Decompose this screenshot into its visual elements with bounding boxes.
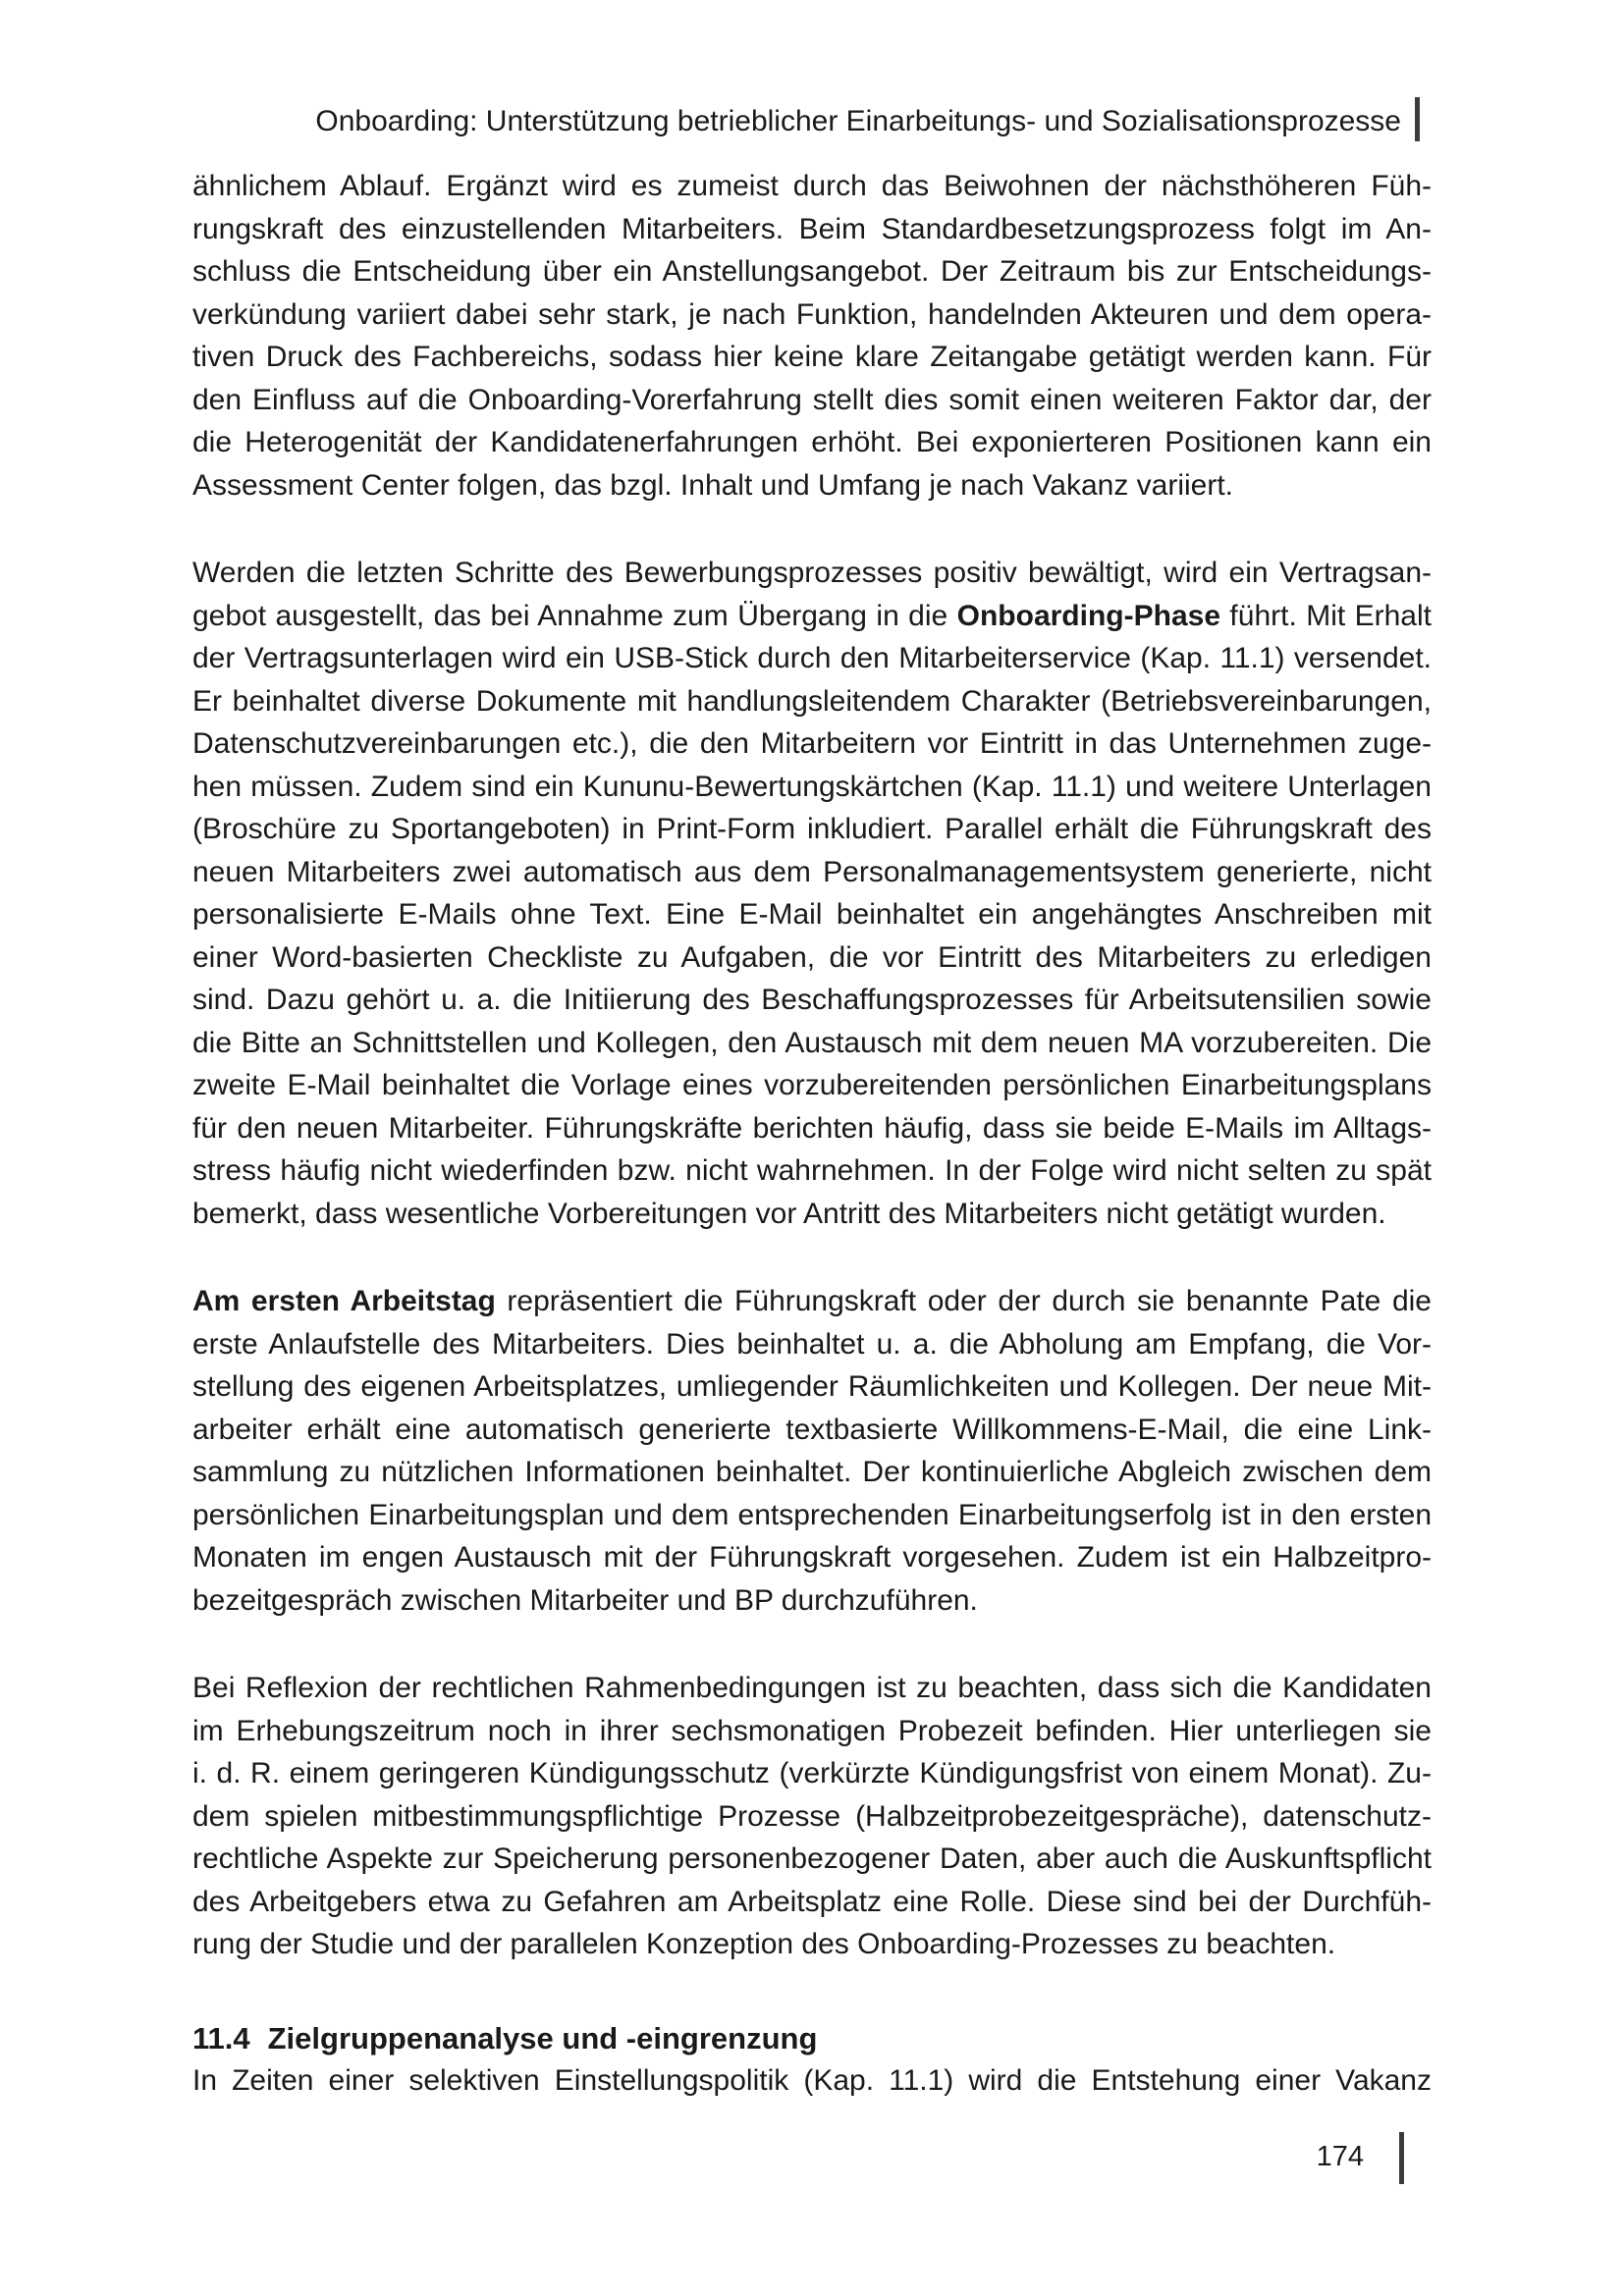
text-run: rungskraft des einzustellenden Mitarbeiters. Beim Standardbesetzungsprozess folgt im An- [192, 212, 1432, 245]
text-run: Datenschutzvereinbarungen etc.), die den Mitarbeitern vor Eintritt in das Unternehmen zuge- [192, 727, 1432, 760]
text-line [192, 294, 1432, 337]
text-run: hen müssen. Zudem sind ein Kununu-Bewertungskärtchen (Kap. 11.1) und weitere Unterlagen [192, 770, 1432, 803]
text-run: Werden die letzten Schritte des Bewerbungsprozesses positiv bewältigt, wird ein Vertragsan- [192, 557, 1432, 589]
text-run: die Bitte an Schnittstellen und Kollegen, den Austausch mit dem neuen MA vorzubereiten. Die [192, 1026, 1432, 1059]
text-run: arbeiter erhält eine automatisch generierte textbasierte Willkommens-E-Mail, die eine Link- [192, 1413, 1432, 1446]
text-line [192, 2059, 1432, 2103]
text-run: bemerkt, dass wesentliche Vorbereitungen vor Antritt des Mitarbeiters nicht getätigt wurden. [192, 1197, 1386, 1230]
text-run: stellung des eigenen Arbeitsplatzes, umliegender Räumlichkeiten und Kollegen. Der neue Mit- [192, 1370, 1432, 1403]
text-line [192, 851, 1432, 894]
text-run: Er beinhaltet diverse Dokumente mit handlungsleitendem Charakter (Betriebsvereinbarungen, [192, 684, 1432, 718]
header-rule [1415, 97, 1420, 141]
paragraph [192, 1280, 1432, 1622]
paragraph [192, 165, 1432, 507]
text-run: dem spielen mitbestimmungspflichtige Prozesse (Halbzeitprobezeitgespräche), datenschutz- [192, 1799, 1432, 1833]
text-run: einer Word-basierten Checkliste zu Aufgaben, die vor Eintritt des Mitarbeiters zu erledigen [192, 940, 1432, 974]
text-run: neuen Mitarbeiters zwei automatisch aus dem Personalmanagementsystem generierte, nicht [192, 855, 1432, 888]
section-heading [192, 2017, 1432, 2060]
text-line [192, 1881, 1432, 1924]
text-run: den Einfluss auf die Onboarding-Vorerfahrung stellt dies somit einen weiteren Faktor dar, der [192, 383, 1432, 416]
text-run: zweite E-Mail beinhaltet die Vorlage eines vorzubereitenden persönlichen Einarbeitungsplans [192, 1069, 1432, 1101]
text-run: sammlung zu nützlichen Informationen beinhaltet. Der kontinuierliche Abgleich zwischen dem [192, 1456, 1432, 1488]
text-line [192, 936, 1432, 980]
text-line [192, 1193, 1432, 1236]
text-line [192, 1149, 1432, 1193]
text-run: tiven Druck des Fachbereichs, sodass hier keine klare Zeitangabe getätigt werden kann. Für [192, 341, 1432, 373]
section-number: 11.4 [192, 2020, 250, 2056]
bold-text: Onboarding-Phase [956, 599, 1220, 632]
text-line [192, 1451, 1432, 1494]
text-run: persönlichen Einarbeitungsplan und dem entsprechenden Einarbeitungserfolg ist in den ersten [192, 1498, 1432, 1531]
text-run: für den neuen Mitarbeiter. Führungskräfte berichten häufig, dass sie beide E-Mails im Alltags- [192, 1111, 1432, 1145]
text-run: die Heterogenität der Kandidatenerfahrungen erhöht. Bei exponierteren Positionen kann ein [192, 426, 1432, 458]
section-body [192, 2059, 1432, 2103]
text-line [192, 1579, 1432, 1623]
body-paragraphs [192, 165, 1432, 1966]
paragraph [192, 1667, 1432, 1966]
running-header: Onboarding: Unterstützung betrieblicher Einarbeitungs- und Sozialisationsprozesse [315, 105, 1401, 137]
section-title: Zielgruppenanalyse und -eingrenzung [267, 2020, 818, 2056]
text-line [192, 1536, 1432, 1579]
text-run: repräsentiert die Führungskraft oder der durch sie benannte Pate die [495, 1285, 1432, 1317]
text-line [192, 808, 1432, 851]
text-line [192, 1667, 1432, 1710]
text-run: der Vertragsunterlagen wird ein USB-Stick durch den Mitarbeiterservice (Kap. 11.1) versendet. [192, 642, 1432, 674]
text-run: Bei Reflexion der rechtlichen Rahmenbedingungen ist zu beachten, dass sich die Kandidaten [192, 1672, 1432, 1704]
text-line [192, 595, 1432, 638]
paragraph [192, 552, 1432, 1235]
text-line [192, 1923, 1432, 1966]
text-line [192, 1280, 1432, 1323]
text-run: bezeitgespräch zwischen Mitarbeiter und BP durchzuführen. [192, 1583, 978, 1617]
page-content [192, 165, 1432, 2103]
text-line [192, 1323, 1432, 1366]
text-run: In Zeiten einer selektiven Einstellungspolitik (Kap. 11.1) wird die Entstehung einer Vakanz [192, 2064, 1432, 2097]
footer-rule [1399, 2132, 1404, 2184]
text-run: führt. Mit Erhalt [1220, 599, 1432, 632]
text-line [192, 421, 1432, 464]
text-line [192, 1838, 1432, 1881]
text-line [192, 766, 1432, 809]
text-run: gebot ausgestellt, das bei Annahme zum Übergang in die [192, 599, 957, 632]
text-run: (Broschüre zu Sportangeboten) in Print-Form inkludiert. Parallel erhält die Führungskraft des [192, 813, 1432, 845]
page-number: 174 [1316, 2141, 1364, 2172]
text-line [192, 165, 1432, 208]
text-line [192, 1795, 1432, 1839]
text-run: sind. Dazu gehört u. a. die Initiierung des Beschaffungsprozesses für Arbeitsutensilien sowie [192, 984, 1432, 1016]
text-line [192, 1409, 1432, 1452]
text-line [192, 1494, 1432, 1537]
text-line [192, 637, 1432, 680]
text-line [192, 379, 1432, 422]
text-run: i. d. R. einem geringeren Kündigungsschutz (verkürzte Kündigungsfrist von einem Monat). Zu- [192, 1757, 1432, 1789]
text-line [192, 336, 1432, 379]
text-run: personalisierte E-Mails ohne Text. Eine E-Mail beinhaltet ein angehängtes Anschreiben mit [192, 898, 1432, 931]
paragraph [192, 2059, 1432, 2103]
text-run: schluss die Entscheidung über ein Anstellungsangebot. Der Zeitraum bis zur Entscheidungs- [192, 255, 1432, 288]
text-line [192, 1022, 1432, 1065]
bold-text: Am ersten Arbeitstag [192, 1285, 496, 1317]
text-line [192, 1710, 1432, 1753]
text-run: rung der Studie und der parallelen Konzeption des Onboarding-Prozesses zu beachten. [192, 1928, 1336, 1960]
text-run: Assessment Center folgen, das bzgl. Inhalt und Umfang je nach Vakanz variiert. [192, 468, 1234, 502]
text-line [192, 979, 1432, 1022]
text-run: ähnlichem Ablauf. Ergänzt wird es zumeist durch das Beiwohnen der nächsthöheren Füh- [192, 170, 1432, 202]
text-line [192, 1064, 1432, 1107]
text-line [192, 250, 1432, 294]
text-line [192, 1365, 1432, 1409]
text-line [192, 680, 1432, 723]
text-run: stress häufig nicht wiederfinden bzw. nicht wahrnehmen. In der Folge wird nicht selten zu spät [192, 1154, 1432, 1187]
text-run: des Arbeitgebers etwa zu Gefahren am Arbeitsplatz eine Rolle. Diese sind bei der Durchfüh- [192, 1885, 1432, 1918]
text-run: Monaten im engen Austausch mit der Führungskraft vorgesehen. Zudem ist ein Halbzeitpro- [192, 1541, 1432, 1574]
text-line [192, 208, 1432, 251]
text-line [192, 893, 1432, 936]
text-line [192, 722, 1432, 766]
text-line [192, 552, 1432, 595]
text-line [192, 1107, 1432, 1150]
text-run: erste Anlaufstelle des Mitarbeiters. Dies beinhaltet u. a. die Abholung am Empfang, die Vor- [192, 1327, 1432, 1361]
text-run: im Erhebungszeitrum noch in ihrer sechsmonatigen Probezeit befinden. Hier unterliegen sie [192, 1714, 1432, 1747]
text-run: rechtliche Aspekte zur Speicherung personenbezogener Daten, aber auch die Auskunftspflicht [192, 1842, 1432, 1875]
text-line [192, 464, 1432, 507]
text-run: verkündung variiert dabei sehr stark, je nach Funktion, handelnden Akteuren und dem opera- [192, 297, 1432, 331]
text-line [192, 1752, 1432, 1795]
